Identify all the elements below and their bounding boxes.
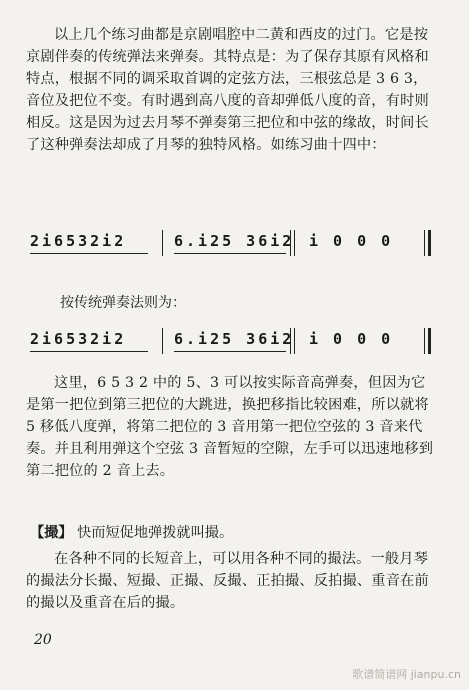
measure-1: 2i6532i2 xyxy=(30,330,127,348)
beam-line xyxy=(174,253,286,254)
text-line: 奏。并且利用弹这个空弦 3 音暂短的空隙，左手可以迅速地移到 xyxy=(26,441,434,457)
final-barline-thin xyxy=(424,230,425,256)
text-line: 京剧伴奏的传统弹法来弹奏。其特点是：为了保存其原有风格和 xyxy=(26,49,429,65)
text-line: 相反。这是因为过去月琴不弹奏第三把位和中弦的缘故，时间长 xyxy=(26,115,429,131)
text-line: 的撮以及重音在后的撮。 xyxy=(26,595,185,611)
explanation-paragraph xyxy=(26,372,446,482)
term-definition xyxy=(30,522,233,542)
beam-line xyxy=(174,351,286,352)
text-line: 在各种不同的长短音上，可以用各种不同的撮法。一般月琴 xyxy=(54,551,429,567)
final-barline-thick xyxy=(428,328,431,354)
measure-3: i 0 0 0 xyxy=(309,232,394,250)
text-line: 这里，6 5 3 2 中的 5、3 可以按实际音高弹奏，但因为它 xyxy=(54,375,426,391)
barline xyxy=(294,230,295,256)
barline xyxy=(162,328,163,354)
term-label: 【撮】 xyxy=(30,525,73,541)
final-barline-thin xyxy=(424,328,425,354)
text-line: 音位及把位不变。有时遇到高八度的音却弹低八度的音，有时则 xyxy=(26,93,429,109)
beam-line xyxy=(30,253,148,254)
traditional-label: 按传统弹奏法则为： xyxy=(60,295,186,311)
text-line: 的撮法分长撮、短撮、正撮、反撮、正拍撮、反拍撮、重音在前 xyxy=(26,573,429,589)
barline xyxy=(294,328,295,354)
measure-1: 2i6532i2 xyxy=(30,232,127,250)
text-line: 以上几个练习曲都是京剧唱腔中二黄和西皮的过门。它是按 xyxy=(54,27,429,43)
text-line: 5 移低八度弹，将第二把位的 3 音用第一把位空弦的 3 音来代 xyxy=(26,419,423,435)
usage-paragraph xyxy=(26,548,446,614)
text-line: 特点，根据不同的调采取首调的定弦方法，三根弦总是 3 6 3， xyxy=(26,71,428,87)
barline xyxy=(290,230,291,256)
barline xyxy=(162,230,163,256)
text-line: 第二把位的 2 音上去。 xyxy=(26,463,175,479)
measure-2: 6.i25 36i2 xyxy=(174,232,295,250)
final-barline-thick xyxy=(428,230,431,256)
measure-3: i 0 0 0 xyxy=(309,330,394,348)
beam-line xyxy=(30,351,148,352)
intro-paragraph xyxy=(26,24,446,156)
watermark: 歌谱简谱网 jianpu.cn xyxy=(352,668,461,681)
score-example-2 xyxy=(24,326,440,366)
score-example-1 xyxy=(24,228,440,268)
text-line: 了这种弹奏法却成了月琴的独特风格。如练习曲十四中： xyxy=(26,137,386,153)
term-description: 快而短促地弹拨就叫撮。 xyxy=(77,525,234,541)
measure-2: 6.i25 36i2 xyxy=(174,330,295,348)
text-line: 是第一把位到第三把位的大跳进，换把移指比较困难，所以就将 xyxy=(26,397,429,413)
page-number: 20 xyxy=(34,632,52,648)
barline xyxy=(290,328,291,354)
